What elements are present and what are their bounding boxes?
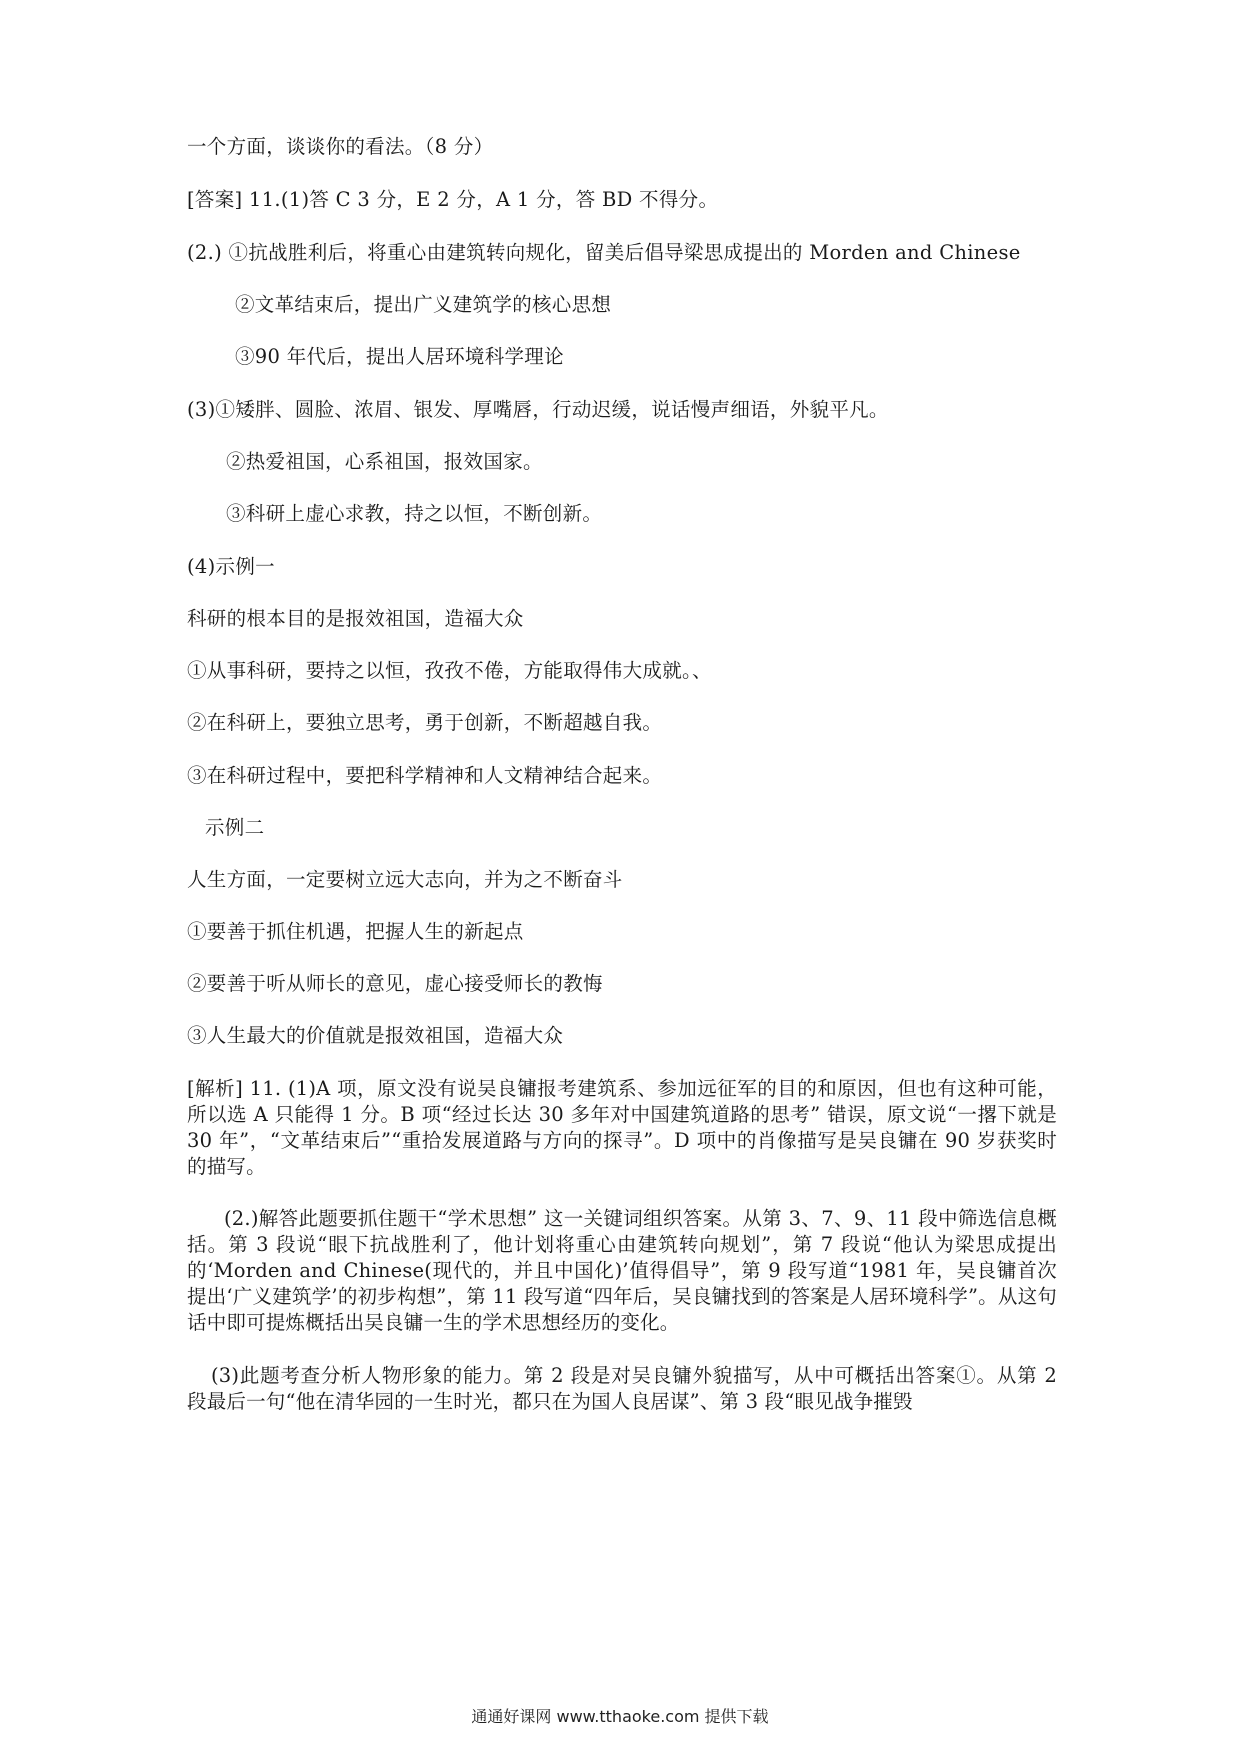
analysis-11-2-paragraph: (2.)解答此题要抓住题干“学术思想” 这一关键词组织答案。从第 3、7、9、11 段中筛选信息概括。第 3 段说“眼下抗战胜利了，他计划将重心由建筑转向规划”，第 7 段说“他认为梁思成提出的‘Morden and Chinese(现代的，并且中国化)’值得倡导”，第 9 段写道“1981 年，吴良镛首次提出‘广义建筑学’的初步构想”，第 11 段写道“四年后，吴良镛找到的答案是人居环境科学”。从这句话中即可提炼概括出吴良镛一生的学术思想经历的变化。 [187,1207,1057,1334]
example-1-point-3: ③在科研过程中，要把科学精神和人文精神结合起来。 [187,764,663,787]
answer-11-3-item-3: ③科研上虚心求教，持之以恒，不断创新。 [226,502,603,525]
answer-11-2-item-1: (2.) ①抗战胜利后，将重心由建筑转向规化，留美后倡导梁思成提出的 Morden and Chinese [187,241,1021,264]
answer-11-1-line: [答案] 11.(1)答 C 3 分，E 2 分，A 1 分，答 BD 不得分。 [187,188,719,211]
answer-11-2-item-3: ③90 年代后，提出人居环境科学理论 [235,345,564,368]
answer-11-2-item-2: ②文革结束后，提出广义建筑学的核心思想 [235,293,612,316]
answer-11-3-item-2: ②热爱祖国，心系祖国，报效国家。 [226,450,543,473]
example-1-point-1: ①从事科研，要持之以恒，孜孜不倦，方能取得伟大成就。、 [187,659,712,682]
example-2-point-2: ②要善于听从师长的意见，虚心接受师长的教悔 [187,972,603,995]
example-1-point-2: ②在科研上，要独立思考，勇于创新，不断超越自我。 [187,711,663,734]
answer-11-4-example-1-heading: (4)示例一 [187,555,275,578]
page-footer: 通通好课网 www.tthaoke.com 提供下载 [471,1707,769,1726]
question-tail-line: 一个方面，谈谈你的看法。（8 分） [187,135,494,158]
analysis-11-1-paragraph: [解析] 11. (1)A 项，原文没有说吴良镛报考建筑系、参加远征军的目的和原因，但也有这种可能，所以选 A 只能得 1 分。B 项“经过长达 30 多年对中国建筑道路的思考” 错误，原文说“一撂下就是 30 年”，“文革结束后”“重拾发展道路与方向的探寻”。D 项中的肖像描写是吴良镛在 90 岁获奖时的描写。 [187,1077,1057,1178]
example-2-thesis: 人生方面，一定要树立远大志向，并为之不断奋斗 [187,868,623,891]
analysis-11-3-paragraph: (3)此题考查分析人物形象的能力。第 2 段是对吴良镛外貌描写，从中可概括出答案①。从第 2 段最后一句“他在清华园的一生时光，都只在为国人良居谋”、第 3 段“眼见战争摧毁 [187,1364,1057,1413]
example-2-point-1: ①要善于抓住机遇，把握人生的新起点 [187,920,524,943]
example-1-thesis: 科研的根本目的是报效祖国，造福大众 [187,607,524,630]
example-2-heading: 示例二 [205,816,265,839]
example-2-point-3: ③人生最大的价值就是报效祖国，造福大众 [187,1024,564,1047]
answer-11-3-item-1: (3)①矮胖、圆脸、浓眉、银发、厚嘴唇，行动迟缓，说话慢声细语，外貌平凡。 [187,398,889,421]
